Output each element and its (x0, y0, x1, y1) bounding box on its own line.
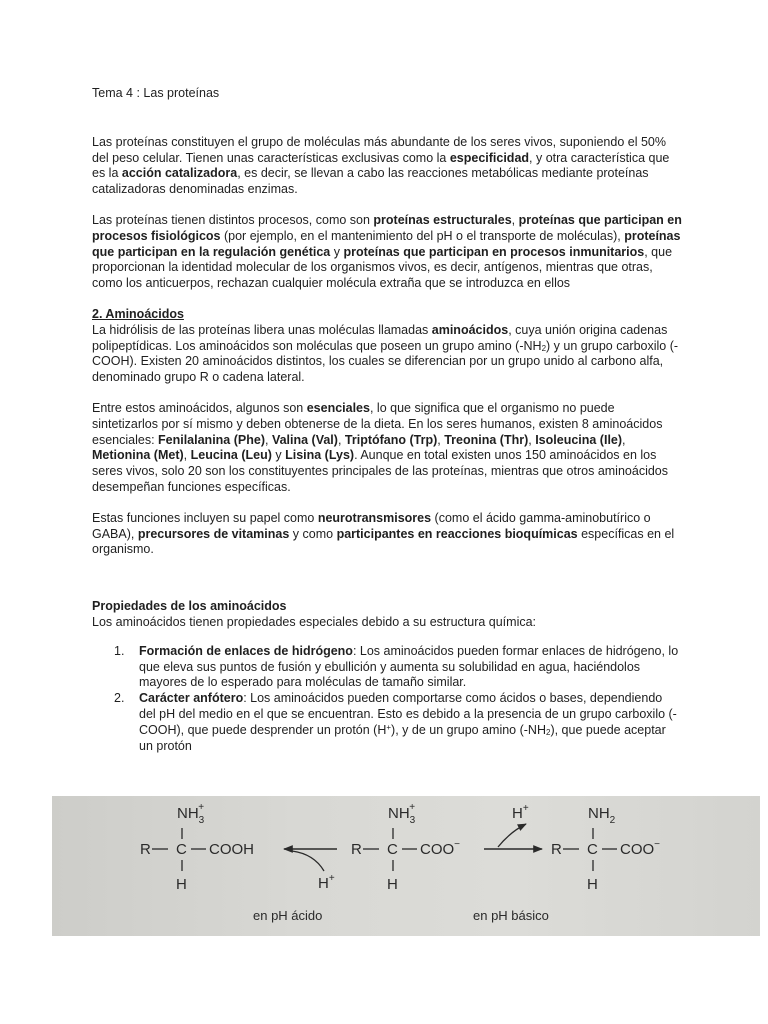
r-group-label: R (351, 841, 362, 858)
section-heading-propiedades: Propiedades de los aminoácidos (92, 599, 287, 614)
processes-paragraph: Las proteínas tienen distintos procesos, como son proteínas estructurales, proteínas que participan en procesos fisiológicos (por ejemplo, en el mantenimiento del pH o el transporte de moléculas), proteínas que participan en la regulación genética y proteínas que participan en procesos inmunitarios, que proporcionan la identidad molecular de los organismos vivos, es decir, antígenos, mientras que otras, como los anticuerpos, rechazan cualquier molécula extraña que se introduzca en ellos (92, 212, 682, 291)
functions-paragraph: Estas funciones incluyen su papel como neurotransmisores (como el ácido gamma-aminobutírico o GABA), precursores de vitaminas y como participantes en reacciones bioquímicas específicas en el organismo. (92, 510, 675, 557)
hydrogen-label: H (387, 876, 398, 893)
amphoteric-reaction-figure (52, 796, 760, 936)
amino-group-label: $NH_3+$ (177, 802, 205, 826)
molecule-anion (551, 805, 660, 893)
alpha-carbon-label: C (587, 841, 598, 858)
caption-basic: en pH básico (473, 908, 549, 923)
molecule-zwitterion (351, 802, 460, 893)
properties-intro: Los aminoácidos tienen propiedades especiales debido a su estructura química: (92, 614, 537, 629)
alpha-carbon-label: C (387, 841, 398, 858)
aminoacidos-paragraph: La hidrólisis de las proteínas libera unas moléculas llamadas aminoácidos, cuya unión origina cadenas polipeptídicas. Los aminoácidos son moléculas que poseen un grupo amino $(-NH_2)$ y un grupo carboxilo (-COOH). Existen 20 aminoácidos distintos, los cuales se diferencian por un grupo unido al carbono alfa, denominado grupo R o cadena lateral. (92, 322, 679, 385)
hydrogen-label: H (587, 876, 598, 893)
hydrogen-label: H (176, 876, 187, 893)
list-number: 1. (114, 643, 125, 658)
section-heading-aminoacidos: 2. Aminoácidos (92, 306, 184, 321)
carboxylate-group-label: COO− (620, 839, 661, 858)
intro-paragraph: Las proteínas constituyen el grupo de moléculas más abundante de los seres vivos, suponiendo el 50% del peso celular. Tienen unas características exclusivas como la especificidad, y otra característica que es la acción catalizadora, es decir, se llevan a cabo las reacciones metabólicas mediante proteínas catalizadoras denominadas enzimas. (92, 134, 670, 197)
properties-list (92, 644, 682, 755)
essentials-paragraph: Entre estos aminoácidos, algunos son esenciales, lo que significa que el organismo no puede sintetizarlos por sí mismo y deben obtenerse de la dieta. En los seres humanos, existen 8 aminoácidos esenciales: Fenilalanina (Phe), Valina (Val), Triptófano (Trp), Treonina (Thr), Isoleucina (Ile), Metionina (Met), Leucina (Leu) y Lisina (Lys). Aunque en total existen unos 150 aminoácidos en los seres vivos, solo 20 son los constituyentes principales de las proteínas, mientras que otros aminoácidos desempeñan funciones específicas. (92, 400, 668, 494)
basic-arrow (484, 803, 542, 849)
acid-arrow (284, 849, 337, 892)
document (92, 86, 682, 754)
r-group-label: R (551, 841, 562, 858)
r-group-label: R (140, 841, 151, 858)
amino-group-label: $NH_2$ (588, 805, 616, 826)
proton-label: H+ (318, 873, 335, 892)
list-item: 1. Formación de enlaces de hidrógeno: Los aminoácidos pueden formar enlaces de hidrógeno, lo que eleva sus puntos de fusión y ebullición y aumenta su solubilidad en agua, haciéndolos mayores de lo esperado para moléculas de tamaño similar. (114, 643, 679, 690)
proton-label: H+ (512, 803, 529, 822)
amino-group-label: $NH_3+$ (388, 802, 416, 826)
carboxylate-group-label: COO− (420, 839, 461, 858)
list-number: 2. (114, 691, 125, 706)
list-item: 2. Carácter anfótero: Los aminoácidos pueden comportarse como ácidos o bases, dependiendo del pH del medio en el que se encuentran. Esto es debido a la presencia de un grupo carboxilo (-COOH), que puede desprender un protón (H+), y de un grupo amino $(-NH_2)$, que puede aceptar un protón (114, 691, 677, 753)
reaction-diagram (52, 796, 760, 936)
page-title: Tema 4 : Las proteínas (92, 86, 220, 100)
molecule-cation (140, 802, 254, 893)
caption-acid: en pH ácido (253, 908, 323, 923)
alpha-carbon-label: C (176, 841, 187, 858)
carboxyl-group-label: COOH (209, 841, 254, 858)
